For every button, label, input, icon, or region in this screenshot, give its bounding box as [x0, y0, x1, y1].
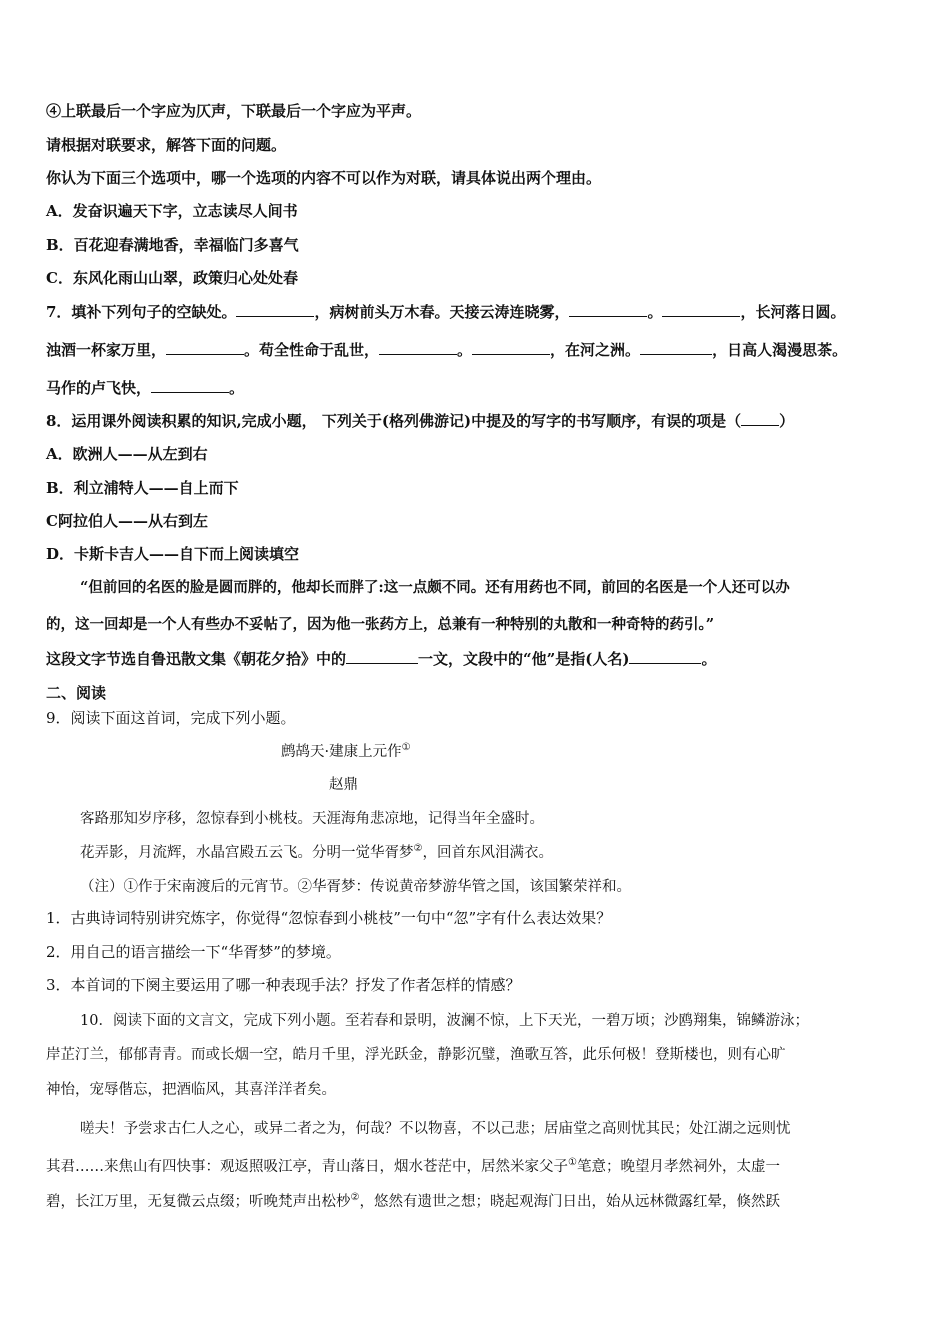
- footnote-mark: ②: [413, 843, 423, 855]
- q10-text: 其君……来焦山有四快事：观返照吸江亭，青山落日，烟水苍茫中，居然米家父子: [46, 1159, 568, 1175]
- fill-blank[interactable]: [640, 340, 712, 355]
- footnote-mark: ②: [350, 1192, 360, 1204]
- fill-blank[interactable]: [236, 302, 314, 317]
- q7-text: 。: [229, 379, 245, 397]
- fill-blank[interactable]: [629, 649, 701, 664]
- q8-option-a: A．欧洲人——从左到右: [46, 445, 208, 463]
- answer-blank[interactable]: [741, 411, 779, 426]
- q9-sub-3: 3．本首词的下阕主要运用了哪一种表现手法？抒发了作者怎样的情感？: [46, 976, 521, 994]
- q10-line-1: 10．阅读下面的文言文，完成下列小题。至若春和景明，波澜不惊，上下天光，一碧万顷；沙鸥翔集，锦鳞游泳；: [80, 1013, 809, 1029]
- fill-blank[interactable]: [472, 340, 550, 355]
- q7-text: 马作的卢飞快，: [46, 379, 152, 397]
- poem-note: （注）①作于宋南渡后的元宵节。②华胥梦：传说黄帝梦游华管之国，该国繁荣祥和。: [80, 879, 631, 895]
- couplet-instruction: 请根据对联要求，解答下面的问题。: [46, 136, 287, 154]
- q7-text: 。苟全性命于乱世，: [244, 341, 380, 359]
- poem-title-text: 鹧鸪天·建康上元作: [281, 744, 402, 760]
- q8-text: ）: [779, 412, 795, 430]
- q10-line-3: 神怡，宠辱偕忘，把酒临风，其喜洋洋者矣。: [46, 1082, 336, 1098]
- fill-blank[interactable]: [379, 340, 457, 355]
- q7-text: ，病树前头万木春。天接云涛连晓雾，: [314, 303, 570, 321]
- q10-line-2: 岸芷汀兰，郁郁青青。而或长烟一空，皓月千里，浮光跃金，静影沉璧，渔歌互答，此乐何极！登斯楼也，则有心旷: [46, 1047, 786, 1063]
- q7-text: 。: [457, 341, 473, 359]
- fill-blank[interactable]: [569, 302, 647, 317]
- q8-text: 8．运用课外阅读积累的知识,完成小题， 下列关于(格列佛游记)中提及的写字的书写顺序，有误的项是（: [46, 412, 742, 430]
- q10-line-4: 嗟夫！予尝求古仁人之心，或异二者之为，何哉？不以物喜，不以己悲；居庙堂之高则忧其民；处江湖之远则忧: [80, 1121, 791, 1137]
- q8-option-b: B．利立浦特人——自上而下: [46, 479, 239, 497]
- q9-sub-1: 1．古典诗词特别讲究炼字，你觉得“忽惊春到小桃枝”一句中“忽”字有什么表达效果？: [46, 909, 612, 927]
- q10-text: 碧，长江万里，无复微云点缀；听晚梵声出松杪: [46, 1194, 351, 1210]
- couplet-option-b: B．百花迎春满地香，幸福临门多喜气: [46, 236, 299, 254]
- passage-text: 。: [701, 650, 717, 668]
- fill-blank[interactable]: [346, 649, 418, 664]
- q7-line-1: [46, 301, 930, 323]
- passage-line-2: 的，这一回却是一个人有些办不妥帖了，因为他一张药方上，总兼有一种特别的丸散和一种奇特的药引。”: [46, 616, 715, 633]
- footnote-mark: ①: [401, 742, 411, 754]
- q8-option-d: D．卡斯卡吉人——自下而上阅读填空: [46, 545, 300, 563]
- q10-line-6: [46, 1191, 930, 1213]
- fill-blank[interactable]: [662, 302, 740, 317]
- q9-stem: 9．阅读下面这首词，完成下列小题。: [46, 709, 296, 727]
- couplet-option-a: A．发奋识遍天下字，立志读尽人间书: [46, 202, 298, 220]
- q10-text: ，悠然有遗世之想；晓起观海门日出，始从远林微露红晕，倏然跃: [359, 1194, 780, 1210]
- poem-author: 赵鼎: [329, 777, 358, 793]
- section-heading: 二、阅读: [46, 684, 107, 702]
- q8-option-c: C阿拉伯人——从右到左: [46, 512, 208, 530]
- poem-line-2: [80, 842, 930, 864]
- poem-text: ，回首东风泪满衣。: [422, 845, 553, 861]
- couplet-option-c: C．东风化雨山山翠，政策归心处处春: [46, 269, 298, 287]
- q7-text: 浊酒一杯家万里，: [46, 341, 167, 359]
- q9-sub-2: 2．用自己的语言描绘一下“华胥梦”的梦境。: [46, 943, 341, 961]
- poem-line-1: 客路那知岁序移，忽惊春到小桃枝。天涯海角悲凉地，记得当年全盛时。: [80, 811, 544, 827]
- passage-text: 这段文字节选自鲁迅散文集《朝花夕拾》中的: [46, 650, 347, 668]
- poem-title: [281, 741, 930, 763]
- q7-line-2: [46, 339, 930, 361]
- q7-text: ，在河之洲。: [550, 341, 641, 359]
- q10-text: 笔意；晚望月孝然祠外，太虚一: [576, 1159, 780, 1175]
- q7-text: 。: [647, 303, 663, 321]
- q7-line-3: [46, 377, 930, 399]
- q7-text: 7．填补下列句子的空缺处。: [46, 303, 237, 321]
- fill-blank[interactable]: [166, 340, 244, 355]
- q10-line-5: [46, 1156, 930, 1178]
- poem-text: 花弄影，月流辉，水晶宫殿五云飞。分明一觉华胥梦: [80, 845, 414, 861]
- q7-text: ，长河落日圆。: [740, 303, 846, 321]
- q7-text: ，日高人渴漫思茶。: [712, 341, 848, 359]
- couplet-question: 你认为下面三个选项中，哪一个选项的内容不可以作为对联，请具体说出两个理由。: [46, 169, 602, 187]
- couplet-rule-4: ④上联最后一个字应为仄声，下联最后一个字应为平声。: [46, 102, 422, 120]
- fill-blank[interactable]: [151, 378, 229, 393]
- footnote-mark: ①: [568, 1157, 577, 1169]
- passage-text: 一文，文段中的“他”是指(人名): [418, 650, 630, 668]
- passage-question: [46, 648, 930, 670]
- q8-stem: [46, 410, 930, 432]
- passage-line-1: “但前回的名医的脸是圆而胖的，他却长而胖了:这一点颇不同。还有用药也不同，前回的名医是一个人还可以办: [80, 579, 790, 596]
